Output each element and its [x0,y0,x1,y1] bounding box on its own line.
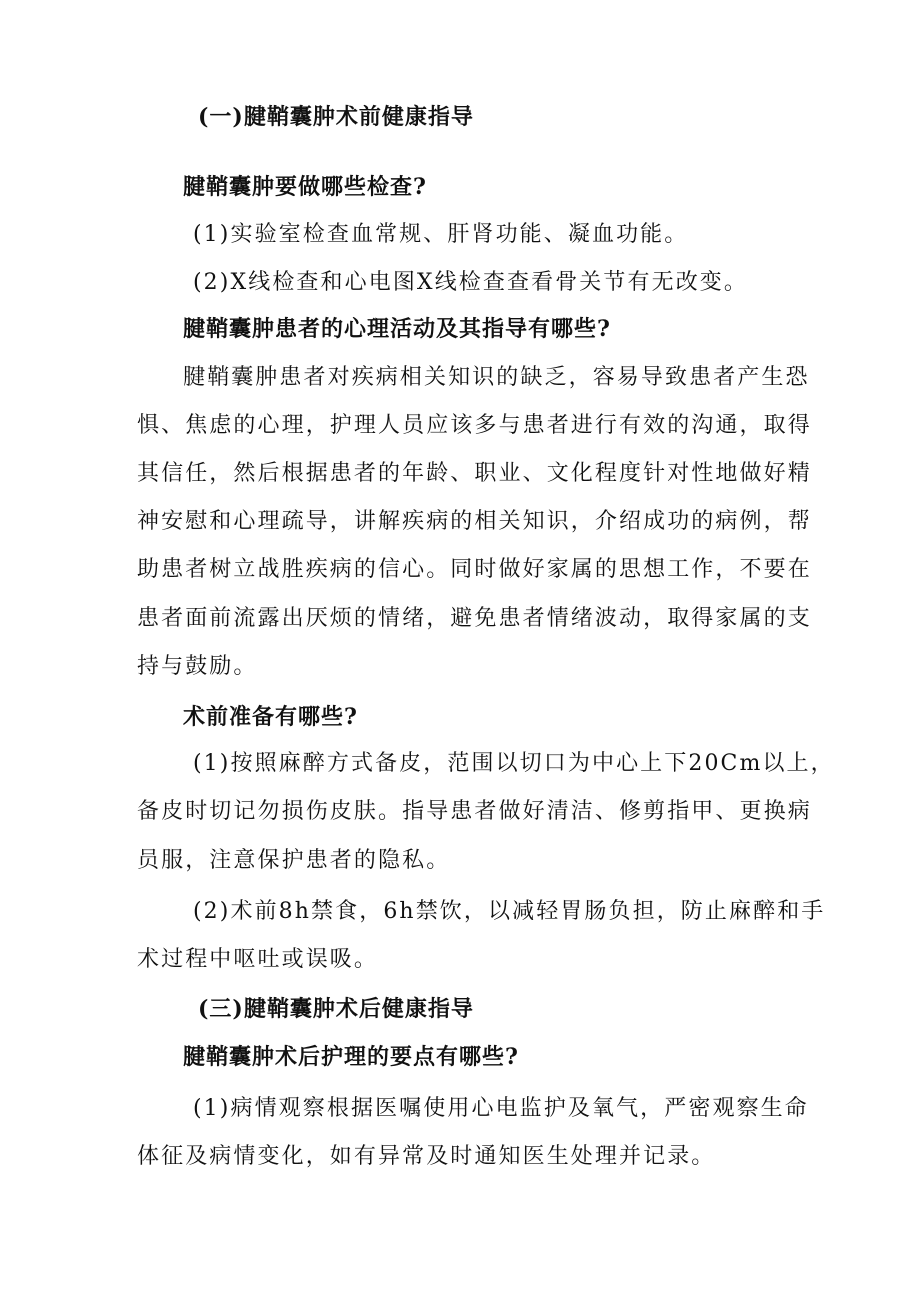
exam-item-1: (1)实验室检查血常规、肝肾功能、凝血功能。 [193,222,689,247]
preparation-item2-line-2: 术过程中呕吐或误吸。 [137,947,379,972]
preparation-item1-line-1: (1)按照麻醉方式备皮，范围以切口为中心上下20Cm以上， [193,751,835,776]
psychology-line-7: 持与鼓励。 [137,654,258,679]
preparation-item1-line-3: 员服，注意保护患者的隐私。 [137,848,451,873]
section-heading-preop: (一)腱鞘囊肿术前健康指导 [198,104,474,130]
section-heading-postop: (三)腱鞘囊肿术后健康指导 [198,996,474,1022]
postop-item1-line-2: 体征及病情变化，如有异常及时通知医生处理并记录。 [137,1144,716,1169]
question-psychology: 腱鞘囊肿患者的心理活动及其指导有哪些? [183,316,611,342]
question-exams: 腱鞘囊肿要做哪些检查? [183,174,427,200]
question-postop-care: 腱鞘囊肿术后护理的要点有哪些? [183,1044,519,1070]
psychology-line-5: 助患者树立战胜疾病的信心。同时做好家属的思想工作，不要在 [137,557,812,582]
psychology-line-4: 神安慰和心理疏导，讲解疾病的相关知识，介绍成功的病例，帮 [137,509,812,534]
psychology-line-6: 患者面前流露出厌烦的情绪，避免患者情绪波动，取得家属的支 [137,606,812,631]
postop-item1-line-1: (1)病情观察根据医嘱使用心电监护及氧气，严密观察生命 [193,1096,809,1121]
question-preparation: 术前准备有哪些? [183,704,358,730]
psychology-line-2: 惧、焦虑的心理，护理人员应该多与患者进行有效的沟通，取得 [137,413,812,438]
preparation-item2-line-1: (2)术前8h禁食，6h禁饮，以减轻胃肠负担，防止麻醉和手 [193,899,826,924]
preparation-item1-line-2: 备皮时切记勿损伤皮肤。指导患者做好清洁、修剪指甲、更换病 [137,799,812,824]
exam-item-2: (2)X线检查和心电图X线检查查看骨关节有无改变。 [193,270,748,295]
psychology-line-3: 其信任，然后根据患者的年龄、职业、文化程度针对性地做好精 [137,461,812,486]
psychology-line-1: 腱鞘囊肿患者对疾病相关知识的缺乏，容易导致患者产生恐 [183,365,810,390]
